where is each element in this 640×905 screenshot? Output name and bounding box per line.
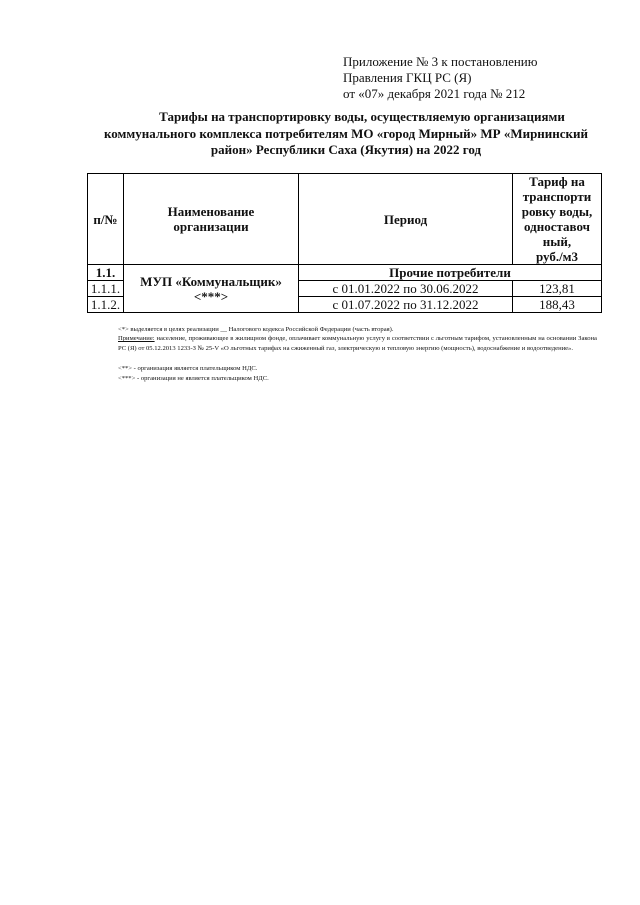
footnote-spacer [118,353,597,364]
row-num: 1.1.1. [88,281,124,297]
header-tariff-line: ный, [542,234,572,249]
footnotes [118,325,597,383]
remark [118,334,597,353]
header-tariff-line: ровку воды, [521,204,593,219]
row-period: с 01.01.2022 по 30.06.2022 [299,281,513,297]
header-organization-line: Наименование [167,204,255,219]
approval-block [343,54,623,102]
title-line: коммунального комплекса потребителям МО «город Мирный» МР «Мирнинский [103,125,589,141]
approval-line: Приложение № 3 к постановлению [343,54,538,69]
row-period: с 01.07.2022 по 31.12.2022 [299,297,513,313]
tariff-table [87,173,602,313]
header-tariff-line: одноставоч [524,219,590,234]
group-num: 1.1. [88,265,124,281]
title-line: Тарифы на транспортировку воды, осуществляемую организациями [159,109,565,124]
header-period: Период [299,174,513,265]
header-tariff-line: транспорти [522,189,592,204]
header-organization [124,174,299,265]
approval-line: от «07» декабря 2021 года № 212 [343,86,526,101]
footnote-2: <**> - организация является плательщиком НДС. [118,365,258,373]
header-tariff-line: руб./м3 [535,249,579,264]
footnote-3: <***> - организация не является плательщиком НДС. [118,374,269,382]
title-line: район» Республики Саха (Якутия) на 2022 год [210,142,482,157]
row-num: 1.1.2. [88,297,124,313]
header-organization-line: организации [173,219,249,234]
table-row [88,265,602,281]
organization-line: МУП «Коммунальщик» [140,273,282,289]
table-header-row [88,174,602,265]
document-title [96,109,596,159]
consumer-category: Прочие потребители [299,265,602,281]
remark-text: население, проживающее в жилищном фонде, оплачивает коммунальную услугу в соответствии с льготным тарифом, установленным на основании Закона РС (Я) от 05.12.2013 1233-З № 25-V «О льготных тарифах на сжиженный газ, электрическую и тепловую энергию (мощность), водоснабжение и водоотведение». [118,335,597,352]
approval-line: Правления ГКЦ РС (Я) [343,70,472,85]
row-tariff-value: 123,81 [513,281,602,297]
footnote-1: <*> выделяется в целях реализации __ Налогового кодекса Российской Федерации (часть вторая). [118,326,394,333]
remark-label: Примечание: [118,335,155,343]
header-num: п/№ [88,174,124,265]
organization-line: <***> [193,288,229,304]
header-tariff [513,174,602,265]
row-tariff-value: 188,43 [513,297,602,313]
header-tariff-line: Тариф на [529,174,585,189]
organization-name [124,265,299,313]
